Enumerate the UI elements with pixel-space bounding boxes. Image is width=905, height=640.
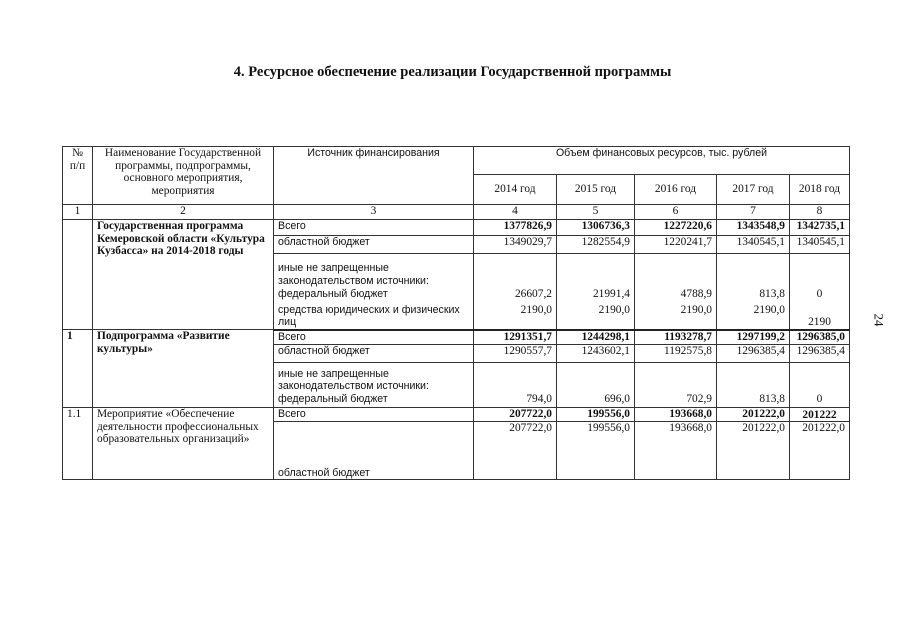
sub1-inye-label: иные не запрещенные законодательством источники: — [274, 363, 474, 393]
sub1-oblast-2017: 1296385,4 — [717, 345, 790, 363]
sub1-vsego-2015: 1244298,1 — [557, 330, 635, 345]
m11-vsego-2014: 207722,0 — [474, 408, 557, 422]
header-name: Наименование Государственной программы, подпрограммы, основного мероприятия, мероприятия — [93, 147, 274, 205]
program-fed-2015: 21991,4 — [557, 288, 635, 304]
sub1-fed-2015: 696,0 — [557, 393, 635, 408]
program-legal-2014: 2190,0 — [474, 304, 557, 330]
program-vsego-2015: 1306736,3 — [557, 220, 635, 236]
program-name: Государственная программа Кемеровской области «Культура Кузбасса» на 2014-2018 годы — [93, 220, 274, 330]
m11-vsego-label: Всего — [274, 408, 474, 422]
program-oblast-2018: 1340545,1 — [790, 236, 850, 254]
table-row — [63, 330, 850, 345]
colnum-7: 7 — [717, 205, 790, 220]
sub1-vsego-label: Всего — [274, 330, 474, 345]
program-vsego-2016: 1227220,6 — [635, 220, 717, 236]
program-legal-2016: 2190,0 — [635, 304, 717, 330]
m11-no: 1.1 — [63, 408, 93, 480]
table-row — [63, 408, 850, 422]
colnum-1: 1 — [63, 205, 93, 220]
year-2016: 2016 год — [635, 175, 717, 205]
sub1-fed-label: федеральный бюджет — [274, 393, 474, 408]
m11-oblast-2016: 193668,0 — [635, 422, 717, 480]
colnum-5: 5 — [557, 205, 635, 220]
program-legal-2017: 2190,0 — [717, 304, 790, 330]
sub1-fed-2018: 0 — [790, 393, 850, 408]
program-vsego-label: Всего — [274, 220, 474, 236]
sub1-name: Подпрограмма «Развитие культуры» — [93, 330, 274, 408]
page-number: 24 — [871, 313, 887, 327]
sub1-no: 1 — [63, 330, 93, 408]
program-fed-2018: 0 — [790, 288, 850, 304]
colnum-6: 6 — [635, 205, 717, 220]
header-volume: Объем финансовых ресурсов, тыс. рублей — [474, 147, 850, 175]
colnum-8: 8 — [790, 205, 850, 220]
program-inye-label: иные не запрещенные законодательством источники: — [274, 254, 474, 288]
sub1-oblast-label: областной бюджет — [274, 345, 474, 363]
program-fed-label: федеральный бюджет — [274, 288, 474, 304]
sub1-vsego-2017: 1297199,2 — [717, 330, 790, 345]
program-vsego-2014: 1377826,9 — [474, 220, 557, 236]
m11-vsego-2017: 201222,0 — [717, 408, 790, 422]
m11-vsego-2016: 193668,0 — [635, 408, 717, 422]
colnum-2: 2 — [93, 205, 274, 220]
resource-table — [62, 146, 850, 480]
m11-oblast-2017: 201222,0 — [717, 422, 790, 480]
page-heading: 4. Ресурсное обеспечение реализации Государственной программы — [233, 64, 672, 80]
header-no: № п/п — [63, 147, 93, 205]
sub1-oblast-2014: 1290557,7 — [474, 345, 557, 363]
year-2018: 2018 год — [790, 175, 850, 205]
program-oblast-2015: 1282554,9 — [557, 236, 635, 254]
sub1-vsego-2016: 1193278,7 — [635, 330, 717, 345]
m11-oblast-2015: 199556,0 — [557, 422, 635, 480]
m11-oblast-label: областной бюджет — [274, 422, 474, 480]
colnum-4: 4 — [474, 205, 557, 220]
sub1-fed-2017: 813,8 — [717, 393, 790, 408]
sub1-oblast-2018: 1296385,4 — [790, 345, 850, 363]
program-no — [63, 220, 93, 330]
program-oblast-2014: 1349029,7 — [474, 236, 557, 254]
program-legal-2015: 2190,0 — [557, 304, 635, 330]
sub1-vsego-2014: 1291351,7 — [474, 330, 557, 345]
m11-oblast-2014: 207722,0 — [474, 422, 557, 480]
sub1-fed-2014: 794,0 — [474, 393, 557, 408]
program-fed-2016: 4788,9 — [635, 288, 717, 304]
m11-vsego-2015: 199556,0 — [557, 408, 635, 422]
program-legal-label: средства юридических и физических лиц — [274, 304, 474, 330]
m11-name: Мероприятие «Обеспечение деятельности профессиональных образовательных организаций» — [93, 408, 274, 480]
colnum-3: 3 — [274, 205, 474, 220]
program-vsego-2017: 1343548,9 — [717, 220, 790, 236]
year-2017: 2017 год — [717, 175, 790, 205]
program-fed-2014: 26607,2 — [474, 288, 557, 304]
header-source: Источник финансирования — [274, 147, 474, 205]
m11-vsego-2018: 201222 — [790, 408, 850, 422]
sub1-oblast-2015: 1243602,1 — [557, 345, 635, 363]
m11-oblast-2018: 201222,0 — [790, 422, 850, 480]
program-oblast-2016: 1220241,7 — [635, 236, 717, 254]
sub1-vsego-2018: 1296385,0 — [790, 330, 850, 345]
year-2015: 2015 год — [557, 175, 635, 205]
sub1-oblast-2016: 1192575,8 — [635, 345, 717, 363]
year-2014: 2014 год — [474, 175, 557, 205]
table-row — [63, 220, 850, 236]
program-fed-2017: 813,8 — [717, 288, 790, 304]
program-oblast-label: областной бюджет — [274, 236, 474, 254]
program-legal-2018: 2190 — [790, 304, 850, 330]
sub1-fed-2016: 702,9 — [635, 393, 717, 408]
program-vsego-2018: 1342735,1 — [790, 220, 850, 236]
program-oblast-2017: 1340545,1 — [717, 236, 790, 254]
